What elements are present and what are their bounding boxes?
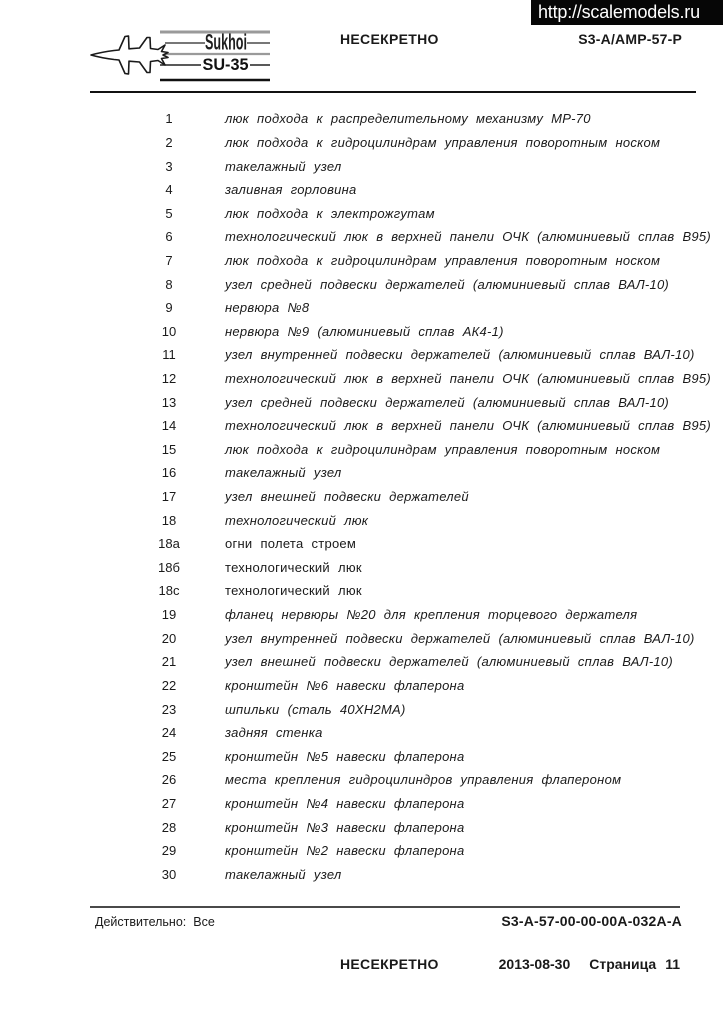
- item-text: люк подхода к распределительному механизму МР-70: [225, 111, 591, 127]
- item-number: 30: [161, 866, 177, 882]
- item-text: технологический люк в верхней панели ОЧК (алюминиевый сплав В95): [225, 418, 711, 434]
- header-rule: [90, 91, 696, 93]
- list-item: [150, 839, 695, 863]
- footer-date: 2013-08-30: [498, 956, 571, 972]
- item-number: 11: [162, 347, 176, 363]
- footer-date-page: [499, 956, 680, 972]
- item-number: 20: [161, 630, 177, 646]
- item-number: 15: [161, 441, 177, 457]
- item-number: 1: [165, 111, 173, 127]
- item-text: нервюра №9 (алюминиевый сплав АК4-1): [225, 323, 504, 339]
- list-item: [150, 390, 695, 414]
- header-classification: НЕСЕКРЕТНО: [340, 31, 439, 47]
- item-number: 13: [161, 394, 177, 410]
- item-text: люк подхода к гидроцилиндрам управления поворотным носком: [225, 252, 661, 268]
- item-number: 21: [161, 654, 177, 670]
- item-number: 10: [161, 323, 177, 339]
- item-number: 19: [161, 607, 177, 623]
- item-text: задняя стенка: [225, 725, 323, 741]
- item-text: узел внутренней подвески держателей (алюминиевый сплав ВАЛ-10): [225, 630, 695, 646]
- list-item: [150, 579, 695, 603]
- item-number: 18: [161, 512, 177, 528]
- watermark-url: http://scalemodels.ru: [538, 2, 700, 22]
- list-item: [150, 744, 695, 768]
- footer-page-number: 11: [665, 956, 680, 972]
- list-item: [150, 438, 695, 462]
- list-item: [150, 461, 695, 485]
- list-item: [150, 249, 695, 273]
- list-item: [150, 792, 695, 816]
- footer-doc-code: S3-A-57-00-00-00A-032A-A: [501, 913, 682, 929]
- footer-effectivity: [95, 915, 215, 929]
- item-text: кронштейн №3 навески флаперона: [225, 819, 465, 835]
- item-number: 6: [165, 229, 173, 245]
- list-item: [150, 721, 695, 745]
- footer-rule: [90, 906, 680, 908]
- list-item: [150, 319, 695, 343]
- item-text: кронштейн №4 навески флаперона: [225, 795, 465, 811]
- list-item: [150, 343, 695, 367]
- list-item: [150, 367, 711, 391]
- header-doc-ref: S3-A/AMP-57-P: [578, 31, 682, 47]
- list-item: [150, 225, 711, 249]
- parts-list: [150, 107, 711, 886]
- list-item: [150, 626, 695, 650]
- sukhoi-su35-logo: [88, 24, 274, 86]
- item-number: 23: [161, 701, 177, 717]
- list-item: [150, 485, 695, 509]
- list-item: [150, 650, 695, 674]
- item-text: технологический люк: [225, 583, 362, 599]
- list-item: [150, 178, 695, 202]
- item-text: кронштейн №5 навески флаперона: [225, 748, 465, 764]
- item-number: 8: [165, 276, 173, 292]
- item-text: шпильки (сталь 40ХН2МА): [225, 701, 406, 717]
- item-number: 22: [161, 677, 177, 693]
- item-text: узел внешней подвески держателей (алюминиевый сплав ВАЛ-10): [225, 654, 673, 670]
- item-number: 12: [161, 371, 177, 386]
- item-number: 17: [161, 489, 177, 505]
- item-number: 18c: [158, 583, 180, 599]
- list-item: [150, 201, 695, 225]
- item-number: 18a: [158, 536, 180, 552]
- list-item: [150, 296, 695, 320]
- item-number: 28: [161, 819, 177, 835]
- item-number: 29: [161, 843, 177, 859]
- list-item: [150, 532, 695, 556]
- item-text: люк подхода к электрожгутам: [225, 205, 435, 221]
- item-text: нервюра №8: [225, 300, 310, 316]
- item-text: люк подхода к гидроцилиндрам управления поворотным носком: [225, 134, 661, 150]
- item-text: люк подхода к гидроцилиндрам управления поворотным носком: [225, 441, 661, 457]
- item-text: такелажный узел: [225, 866, 342, 882]
- item-text: такелажный узел: [225, 158, 342, 174]
- item-text: узел средней подвески держателей (алюминиевый сплав ВАЛ-10): [225, 276, 670, 292]
- list-item: [150, 272, 695, 296]
- item-text: узел средней подвески держателей (алюминиевый сплав ВАЛ-10): [225, 394, 670, 410]
- list-item: [150, 414, 711, 438]
- footer-classification: НЕСЕКРЕТНО: [340, 956, 439, 972]
- item-number: 25: [161, 748, 177, 764]
- item-text: такелажный узел: [225, 465, 342, 481]
- item-number: 7: [165, 252, 173, 268]
- item-text: узел внешней подвески держателей: [225, 489, 469, 505]
- item-number: 5: [165, 205, 173, 221]
- item-text: технологический люк: [225, 512, 369, 528]
- list-item: [150, 603, 695, 627]
- logo-graphic: [88, 24, 274, 86]
- item-number: 18б: [158, 559, 180, 575]
- effectivity-value: Все: [193, 915, 215, 929]
- item-text: узел внутренней подвески держателей (алюминиевый сплав ВАЛ-10): [225, 347, 695, 363]
- item-number: 4: [165, 182, 173, 198]
- effectivity-label: Действительно:: [95, 915, 187, 929]
- item-text: технологический люк в верхней панели ОЧК (алюминиевый сплав В95): [225, 371, 711, 386]
- item-number: 14: [161, 418, 177, 434]
- item-text: кронштейн №6 навески флаперона: [225, 677, 465, 693]
- logo-brand-text: Sukhoi: [205, 29, 247, 55]
- list-item: [150, 863, 695, 887]
- item-text: фланец нервюры №20 для крепления торцевого держателя: [225, 607, 638, 623]
- list-item: [150, 815, 695, 839]
- list-item: [150, 697, 695, 721]
- watermark-url-banner: [531, 0, 723, 25]
- item-number: 26: [161, 772, 177, 788]
- item-number: 3: [165, 158, 173, 174]
- list-item: [150, 131, 695, 155]
- footer-page-label: Страница: [589, 956, 657, 972]
- logo-model-text: SU-35: [202, 56, 249, 74]
- list-item: [150, 768, 695, 792]
- item-text: заливная горловина: [225, 182, 357, 198]
- item-number: 27: [161, 795, 177, 811]
- item-number: 16: [161, 465, 177, 481]
- aircraft-silhouette-icon: [91, 36, 168, 74]
- list-item: [150, 107, 695, 131]
- item-text: технологический люк в верхней панели ОЧК (алюминиевый сплав В95): [225, 229, 711, 245]
- item-number: 9: [165, 300, 173, 316]
- list-item: [150, 674, 695, 698]
- list-item: [150, 154, 695, 178]
- item-text: технологический люк: [225, 559, 362, 575]
- item-text: кронштейн №2 навески флаперона: [225, 843, 465, 859]
- item-text: огни полета строем: [225, 536, 357, 552]
- list-item: [150, 508, 695, 532]
- item-text: места крепления гидроцилиндров управления флапероном: [225, 772, 622, 788]
- list-item: [150, 556, 695, 580]
- item-number: 24: [161, 725, 177, 741]
- item-number: 2: [165, 134, 173, 150]
